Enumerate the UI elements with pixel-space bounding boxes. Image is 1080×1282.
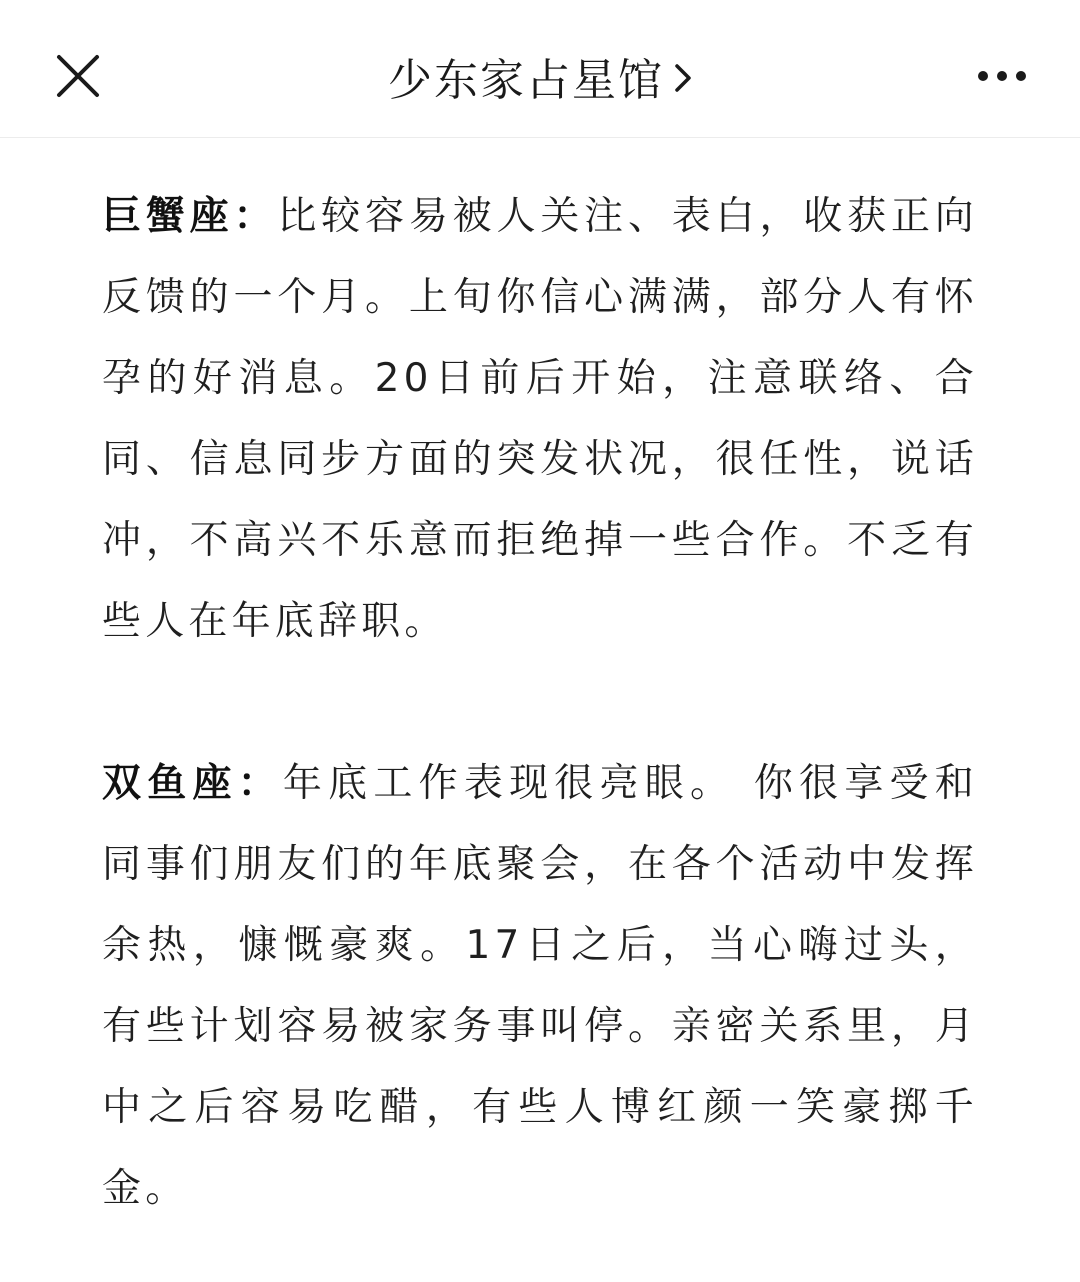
more-icon-dot: [1016, 71, 1026, 81]
article-body: [102, 176, 978, 1229]
article-paragraph: [102, 176, 978, 662]
account-title-link[interactable]: [0, 46, 1080, 106]
paragraph-text: 比较容易被人关注、表白，收获正向反馈的一个月。上旬你信心满满，部分人有怀孕的好消息。20日前后开始，注意联络、合同、信息同步方面的突发状况，很任性，说话冲，不高兴不乐意而拒绝掉一些合作。不乏有些人在年底辞职。: [102, 194, 978, 644]
article-paragraph: [102, 743, 978, 1229]
more-button[interactable]: [972, 46, 1032, 106]
more-icon: [978, 71, 988, 81]
chevron-right-icon: [674, 63, 692, 93]
paragraph-text: 年底工作表现很亮眼。 你很享受和同事们朋友们的年底聚会，在各个活动中发挥余热，慷慨豪爽。17日之后，当心嗨过头，有些计划容易被家务事叫停。亲密关系里，月中之后容易吃醋，有些人博红颜一笑豪掷千金。: [102, 761, 978, 1211]
nav-bar: [0, 0, 1080, 138]
more-icon-dot: [997, 71, 1007, 81]
paragraph-label: 巨蟹座：: [102, 194, 278, 239]
paragraph-label: 双鱼座：: [102, 761, 283, 806]
page-title: 少东家占星馆: [388, 55, 664, 106]
